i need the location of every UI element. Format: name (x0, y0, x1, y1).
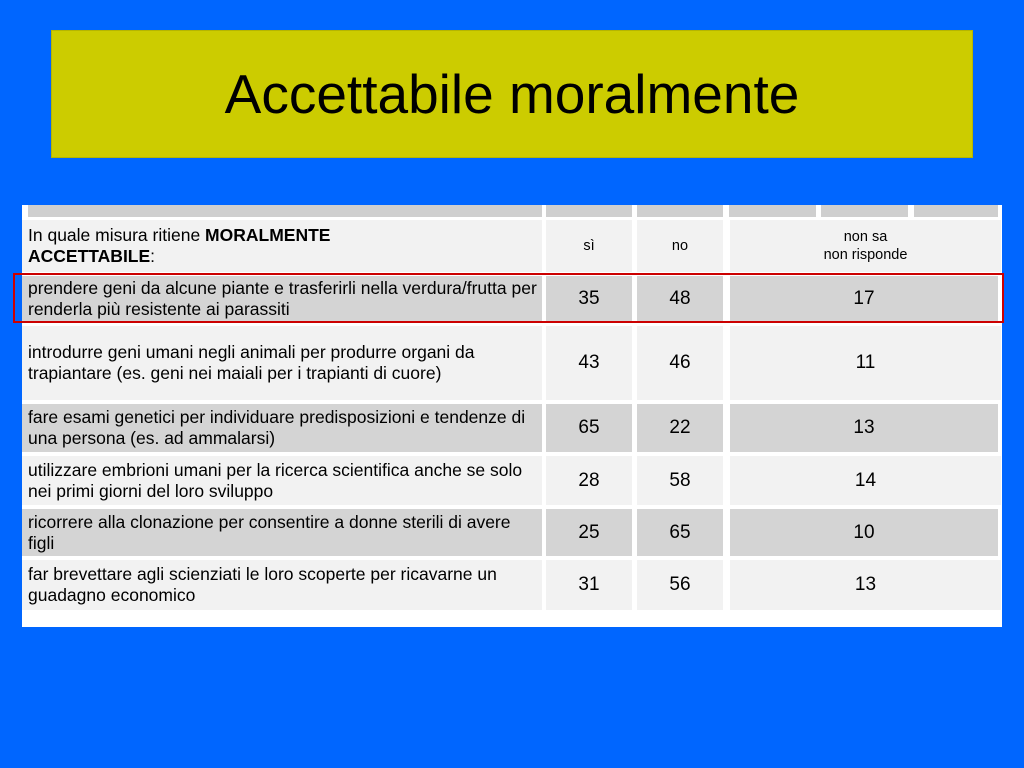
header-question-prefix: In quale misura ritiene (28, 225, 206, 245)
row-nonsa-value: 13 (730, 404, 998, 452)
strip-segment (546, 205, 632, 217)
slide-title: Accettabile moralmente (224, 63, 800, 125)
row-si-value: 65 (546, 404, 632, 452)
row-question: introdurre geni umani negli animali per produrre organi da trapiantare (es. geni nei maiali per i trapianti di cuore) (22, 326, 542, 400)
row-si-value: 28 (546, 456, 632, 505)
header-question-bold: ACCETTABILE (28, 246, 151, 266)
row-question: fare esami genetici per individuare predisposizioni e tendenze di una persona (es. ad ammalarsi) (22, 404, 542, 452)
row-question: far brevettare agli scienziati le loro scoperte per ricavarne un guadagno economico (22, 560, 542, 610)
strip-segment (28, 205, 542, 217)
row-no-value: 22 (637, 404, 723, 452)
row-no-value: 56 (637, 560, 723, 610)
row-no-value: 48 (637, 276, 723, 322)
row-nonsa-value: 17 (730, 276, 998, 322)
row-question: ricorrere alla clonazione per consentire a donne sterili di avere figli (22, 509, 542, 556)
strip-segment (729, 205, 816, 217)
row-no-value: 65 (637, 509, 723, 556)
header-question-bold: MORALMENTE (205, 225, 331, 245)
header-question-suffix: : (150, 246, 156, 266)
strip-segment (637, 205, 723, 217)
header-col-nonsa-line: non risponde (823, 247, 908, 263)
row-nonsa-value: 11 (730, 326, 1001, 400)
header-col-nonsa-line: non sa (843, 229, 888, 245)
row-no-value: 46 (637, 326, 723, 400)
survey-table (22, 205, 1002, 627)
strip-segment (821, 205, 908, 217)
row-si-value: 35 (546, 276, 632, 322)
row-question: utilizzare embrioni umani per la ricerca scientifica anche se solo nei primi giorni del loro sviluppo (22, 456, 542, 505)
header-question (22, 220, 542, 272)
row-no-value: 58 (637, 456, 723, 505)
title-box (51, 30, 973, 158)
row-si-value: 31 (546, 560, 632, 610)
row-si-value: 43 (546, 326, 632, 400)
header-col-no: no (637, 220, 723, 272)
row-si-value: 25 (546, 509, 632, 556)
strip-segment (914, 205, 998, 217)
header-col-si: sì (546, 220, 632, 272)
row-question: prendere geni da alcune piante e trasferirli nella verdura/frutta per renderla più resistente ai parassiti (22, 276, 542, 322)
row-nonsa-value: 10 (730, 509, 998, 556)
table-top-strip (22, 205, 1002, 217)
row-nonsa-value: 14 (730, 456, 1001, 505)
header-col-nonsa (730, 220, 1001, 272)
row-nonsa-value: 13 (730, 560, 1001, 610)
